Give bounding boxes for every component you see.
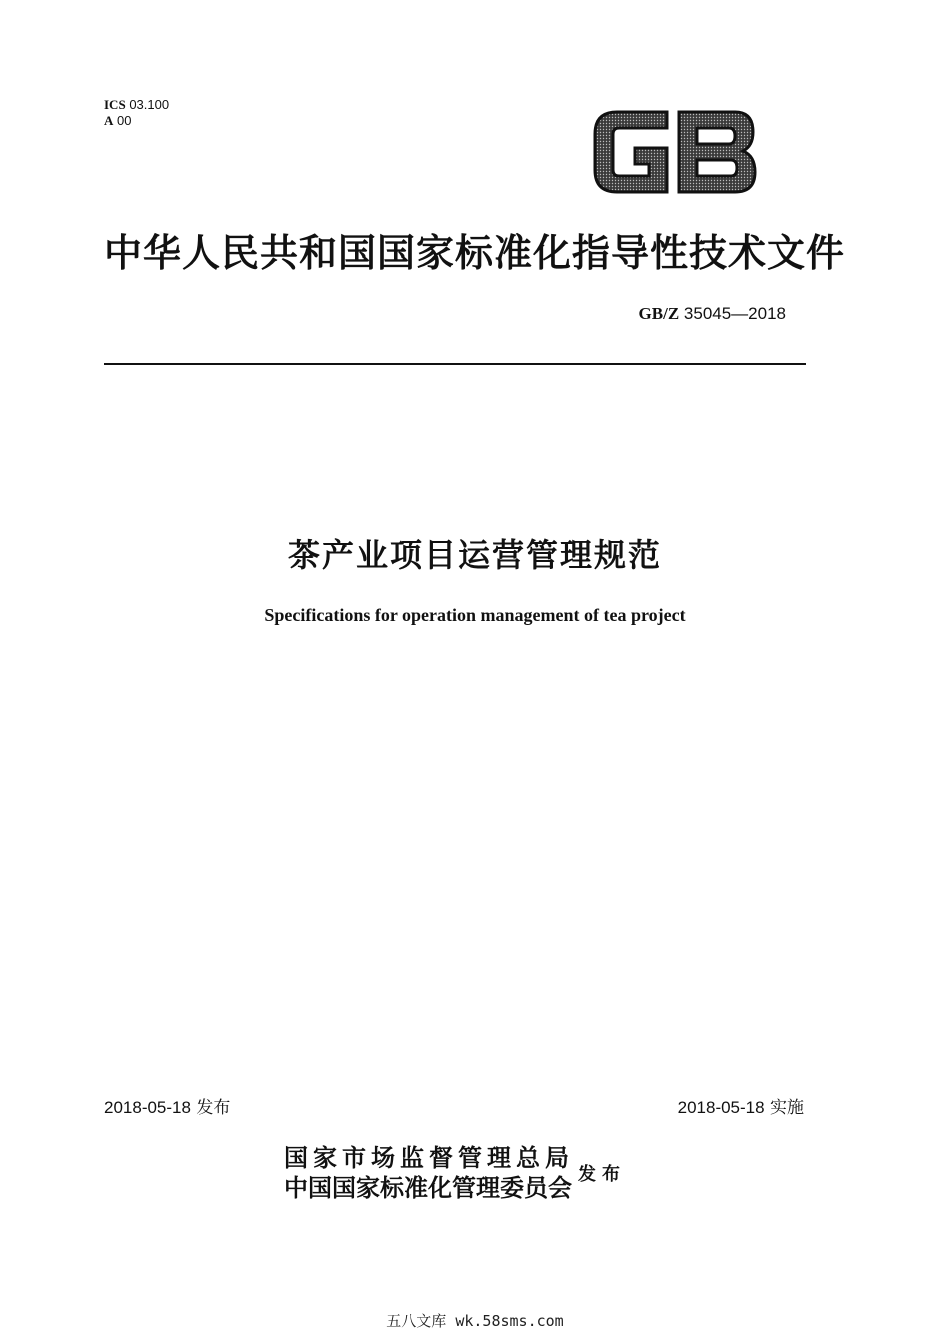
publisher-sac: 中国国家标准化管理委员会: [284, 1174, 572, 1202]
issue-date: 2018-05-18: [104, 1098, 191, 1117]
header-divider: [104, 363, 806, 365]
gb-logo-g-shape: [595, 112, 667, 192]
issue-date-line: [104, 1093, 230, 1118]
ccs-value: 00: [117, 113, 132, 128]
footer-watermark: 五八文库 wk.58sms.com: [386, 1312, 564, 1330]
ccs-label: A: [104, 113, 114, 128]
issue-label: 发布: [196, 1098, 231, 1118]
ics-value: 03.100: [129, 97, 170, 112]
ics-code: [104, 97, 169, 113]
title-english: Specifications for operation management of tea project: [264, 605, 686, 625]
title-chinese: 茶产业项目运营管理规范: [287, 536, 662, 574]
implement-date-line: [678, 1093, 804, 1118]
classification-codes: [104, 97, 169, 129]
implement-date: 2018-05-18: [677, 1098, 765, 1117]
standard-prefix: GB/Z: [638, 304, 680, 323]
ics-label: ICS: [104, 97, 126, 112]
standard-number: [639, 304, 786, 324]
gb-logo-icon: [587, 104, 759, 200]
implement-label: 实施: [770, 1098, 804, 1118]
standard-code: 35045—2018: [683, 304, 786, 323]
publisher-samr: 国家市场监督管理总局: [284, 1144, 574, 1172]
ccs-code: [104, 113, 169, 129]
gb-logo-b-shape: [679, 112, 755, 192]
publishers-block: [284, 1143, 574, 1203]
publish-action: 发布: [578, 1164, 626, 1185]
document-type-heading: 中华人民共和国国家标准化指导性技术文件: [104, 231, 846, 275]
